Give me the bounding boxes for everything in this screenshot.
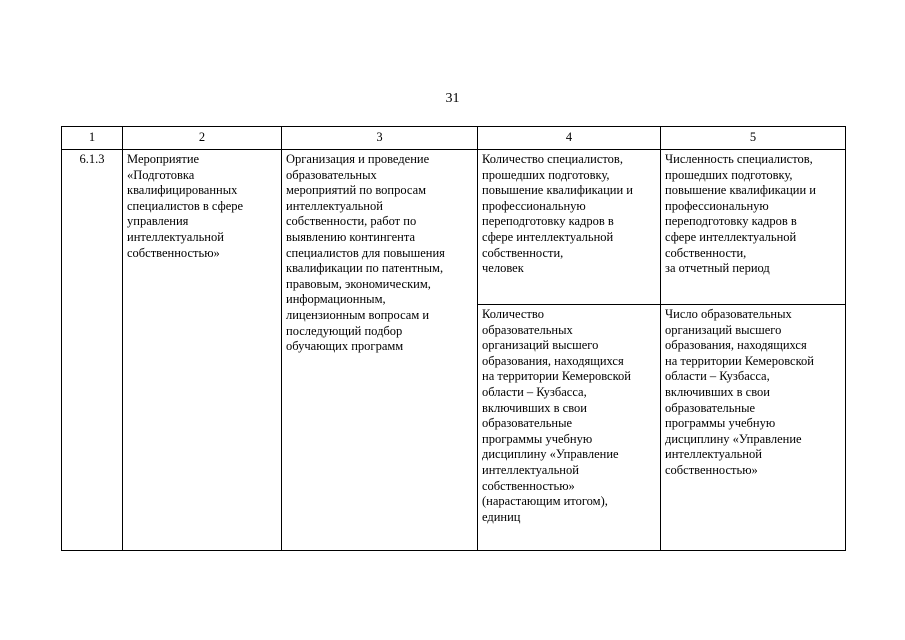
table-header-row: [62, 127, 846, 150]
event-name-cell: Мероприятие «Подготовка квалифицированных специалистов в сфере управления интеллектуальной собственностью»: [123, 150, 282, 551]
page-number: 31: [445, 91, 460, 106]
header-cell-5: 5: [661, 127, 846, 150]
program-table: [61, 126, 846, 551]
event-description-cell: Организация и проведение образовательных мероприятий по вопросам интеллектуальной собственности, работ по выявлению контингента специалистов для повышения квалификации по патентным, правовым, экономическим, информационным, лицензионным вопросам и последующий подбор обучающих программ: [282, 150, 478, 551]
table-row: [62, 150, 846, 305]
indicator-name-cell: Количество специалистов, прошедших подготовку, повышение квалификации и профессиональную переподготовку кадров в сфере интеллектуальной собственности, человек: [478, 150, 661, 305]
header-cell-1: 1: [62, 127, 123, 150]
indicator-definition-cell: Число образовательных организаций высшего образования, находящихся на территории Кемеровской области – Кузбасса, включивших в свои образовательные программы учебную дисциплину «Управление интеллектуальной собственностью»: [661, 305, 846, 551]
indicator-definition-cell: Численность специалистов, прошедших подготовку, повышение квалификации и профессиональную переподготовку кадров в сфере интеллектуальной собственности, за отчетный период: [661, 150, 846, 305]
header-cell-2: 2: [123, 127, 282, 150]
header-cell-3: 3: [282, 127, 478, 150]
indicator-name-cell: Количество образовательных организаций высшего образования, находящихся на территории Кемеровской области – Кузбасса, включивших в свои образовательные программы учебную дисциплину «Управление интеллектуальной собственностью» (нарастающим итогом), единиц: [478, 305, 661, 551]
row-number-cell: 6.1.3: [62, 150, 123, 551]
header-cell-4: 4: [478, 127, 661, 150]
